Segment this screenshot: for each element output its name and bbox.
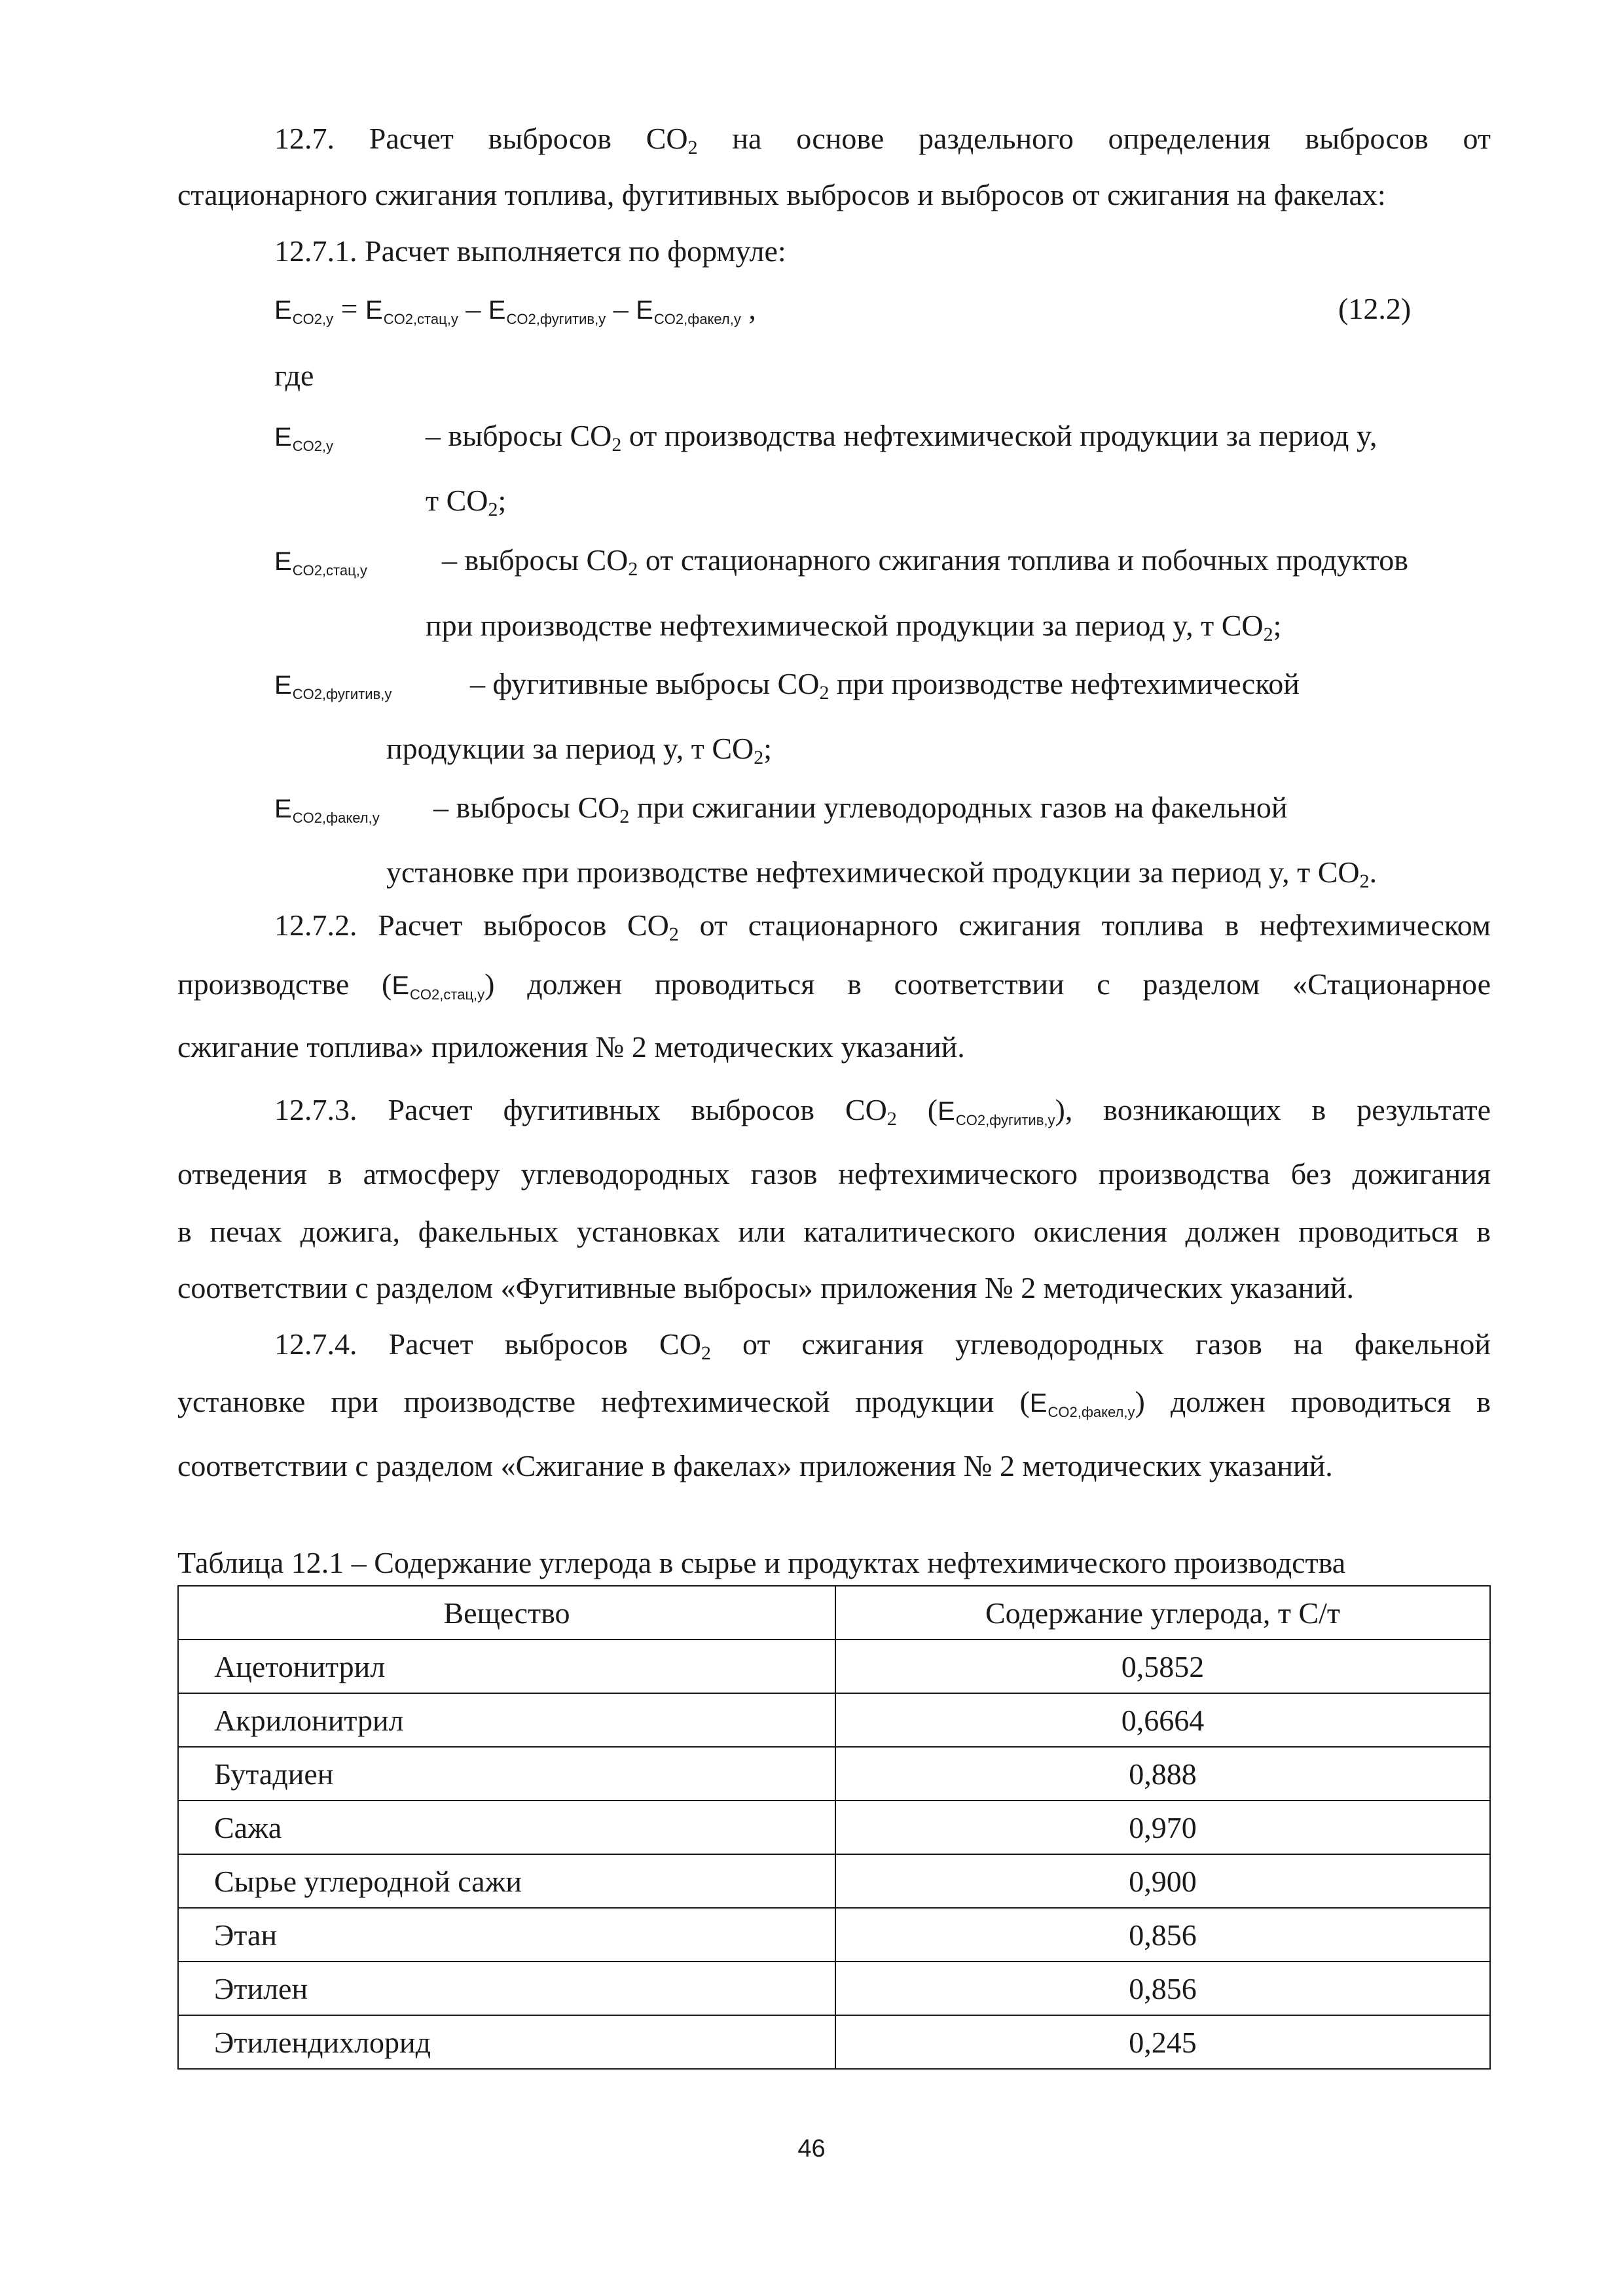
paragraph-12-7-4-line-2: установке при производстве нефтехимической продукции $(E_{CO2,факел,y})$ должен проводиться в	[177, 1385, 1491, 1420]
paragraph-12-7-2-line-1: 12.7.2. Расчет выбросов $CO_2$ от стационарного сжигания топлива в нефтехимическом	[274, 908, 1491, 945]
cell-value: 0,900	[835, 1854, 1490, 1908]
where-label: где	[274, 359, 314, 392]
paragraph-12-7-line-1: 12.7. Расчет выбросов $CO_2$ на основе раздельного определения выбросов от	[274, 122, 1491, 158]
cell-substance: Ацетонитрил	[178, 1640, 835, 1693]
table-row	[178, 1747, 1490, 1801]
page-number: 46	[797, 2135, 826, 2162]
def-1-symbol: $E_{CO2,y}$	[274, 423, 334, 454]
paragraph-12-7-1: 12.7.1. Расчет выполняется по формуле:	[274, 234, 786, 268]
paragraph-12-7-4-line-1: 12.7.4. Расчет выбросов $CO_2$ от сжигания углеводородных газов на факельной	[274, 1327, 1491, 1364]
def-4-cont: установке при производстве нефтехимической продукции за период y, т $CO_2$.	[386, 855, 1377, 892]
cell-value: 0,856	[835, 1962, 1490, 2015]
paragraph-12-7-3-line-4: соответствии с разделом «Фугитивные выбросы» приложения № 2 методических указаний.	[177, 1271, 1355, 1304]
paragraph-12-7-2-line-3: сжигание топлива» приложения № 2 методических указаний.	[177, 1030, 965, 1064]
table-row	[178, 1801, 1490, 1854]
def-2-cont: при производстве нефтехимической продукции за период y, т $CO_2$;	[426, 609, 1282, 645]
cell-value: 0,888	[835, 1747, 1490, 1801]
paragraph-12-7-line-2: стационарного сжигания топлива, фугитивных выбросов и выбросов от сжигания на факелах:	[177, 178, 1386, 211]
cell-substance: Бутадиен	[178, 1747, 835, 1801]
cell-value: 0,970	[835, 1801, 1490, 1854]
paragraph-12-7-2-line-2: производстве $(E_{CO2,стац,y})$ должен проводиться в соответствии с разделом «Стационарное	[177, 967, 1491, 1003]
def-2-text: – выбросы $CO_2$ от стационарного сжигания топлива и побочных продуктов	[442, 543, 1408, 580]
cell-substance: Этан	[178, 1908, 835, 1962]
paragraph-12-7-3-line-1: 12.7.3. Расчет фугитивных выбросов $CO_2$ $(E_{CO2,фугитив,y})$, возникающих в результате	[274, 1093, 1491, 1130]
table-row	[178, 1640, 1490, 1693]
cell-substance: Сырье углеродной сажи	[178, 1854, 835, 1908]
header-substance: Вещество	[178, 1586, 835, 1640]
cell-value: 0,6664	[835, 1693, 1490, 1747]
def-3-cont: продукции за период y, т $CO_2$;	[386, 732, 773, 768]
def-1-text: – выбросы $CO_2$ от производства нефтехимической продукции за период y,	[426, 419, 1377, 456]
def-1-cont: т $CO_2$;	[426, 484, 507, 520]
cell-substance: Акрилонитрил	[178, 1693, 835, 1747]
cell-value: 0,245	[835, 2015, 1490, 2069]
paragraph-12-7-4-line-3: соответствии с разделом «Сжигание в факелах» приложения № 2 методических указаний.	[177, 1449, 1333, 1482]
cell-substance: Сажа	[178, 1801, 835, 1854]
cell-substance: Этилен	[178, 1962, 835, 2015]
formula-number: (12.2)	[1338, 292, 1412, 325]
paragraph-12-7-3-line-2: отведения в атмосферу углеводородных газов нефтехимического производства без дожигания	[177, 1157, 1491, 1191]
cell-value: 0,856	[835, 1908, 1490, 1962]
def-4-symbol: $E_{CO2,факел,y}$	[274, 795, 380, 826]
table-row	[178, 1854, 1490, 1908]
table-caption: Таблица 12.1 – Содержание углерода в сырье и продуктах нефтехимического производства	[177, 1546, 1346, 1579]
table-row	[178, 1693, 1490, 1747]
def-3-symbol: $E_{CO2,фугитив,y}$	[274, 671, 392, 702]
cell-substance: Этилендихлорид	[178, 2015, 835, 2069]
carbon-content-table	[177, 1585, 1491, 2070]
def-3-text: – фугитивные выбросы $CO_2$ при производстве нефтехимической	[470, 667, 1300, 704]
table-row	[178, 1962, 1490, 2015]
table-row	[178, 1908, 1490, 1962]
formula-12-2: $E_{CO2,y} = E_{CO2,стац,y} - E_{CO2,фугитив,y} - E_{CO2,факел,y}$ ,	[274, 292, 756, 327]
header-carbon-content: Содержание углерода, т C/т	[835, 1586, 1490, 1640]
table-row	[178, 2015, 1490, 2069]
paragraph-12-7-3-line-3: в печах дожига, факельных установках или каталитического окисления должен проводиться в	[177, 1215, 1491, 1248]
def-2-symbol: $E_{CO2,стац,y}$	[274, 547, 367, 579]
cell-value: 0,5852	[835, 1640, 1490, 1693]
table-header-row	[178, 1586, 1490, 1640]
def-4-text: – выбросы $CO_2$ при сжигании углеводородных газов на факельной	[433, 791, 1288, 827]
